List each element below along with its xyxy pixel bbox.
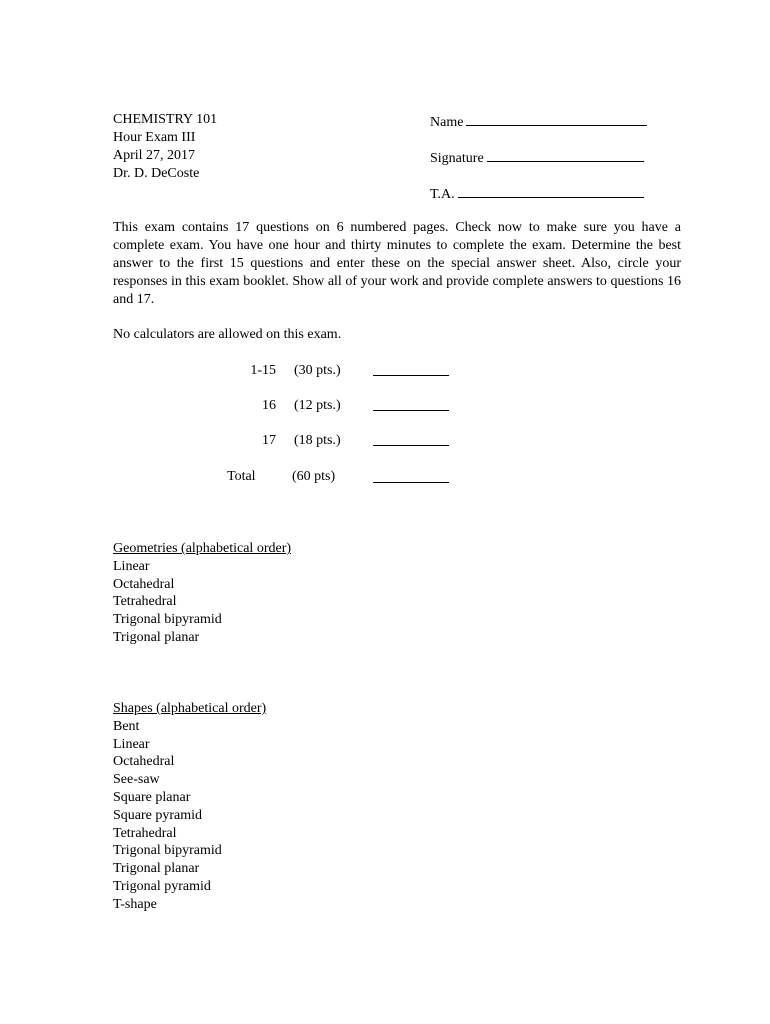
signature-field[interactable] — [430, 147, 644, 168]
shapes-heading: Shapes (alphabetical order) — [113, 701, 267, 716]
score-row-question: 16 — [262, 398, 276, 413]
list-item: Tetrahedral — [113, 825, 177, 841]
list-item: Trigonal bipyramid — [113, 843, 222, 859]
exam-date: April 27, 2017 — [113, 148, 196, 163]
name-label: Name — [430, 115, 464, 130]
score-total-label: Total — [227, 469, 256, 484]
calculator-note: No calculators are allowed on this exam. — [113, 327, 342, 342]
score-total-points: (60 pts) — [292, 469, 336, 484]
list-item: Linear — [113, 736, 150, 752]
geometries-list — [113, 540, 291, 647]
score-blank[interactable] — [373, 410, 449, 411]
list-item: Trigonal planar — [113, 629, 200, 645]
list-item: Tetrahedral — [113, 594, 177, 610]
list-item: See-saw — [113, 772, 160, 788]
signature-line — [487, 147, 644, 162]
score-row-points: (12 pts.) — [294, 398, 341, 413]
ta-label: T.A. — [430, 187, 455, 202]
list-item: Square planar — [113, 789, 191, 805]
score-row-points: (18 pts.) — [294, 433, 341, 448]
list-item: Trigonal planar — [113, 861, 200, 877]
list-item: Square pyramid — [113, 807, 203, 823]
list-item: Octahedral — [113, 754, 175, 770]
score-blank[interactable] — [373, 375, 449, 376]
exam-title: Hour Exam III — [113, 130, 196, 145]
name-line — [466, 111, 647, 126]
course-title: CHEMISTRY 101 — [113, 112, 218, 127]
ta-line — [458, 183, 644, 198]
list-item: Bent — [113, 718, 140, 734]
score-total-blank[interactable] — [373, 482, 449, 483]
list-item: Linear — [113, 558, 150, 574]
name-field[interactable] — [430, 111, 647, 132]
score-blank[interactable] — [373, 445, 449, 446]
geometries-heading: Geometries (alphabetical order) — [113, 541, 292, 556]
list-item: Octahedral — [113, 576, 175, 592]
instructor-name: Dr. D. DeCoste — [113, 166, 200, 181]
score-row-question: 17 — [262, 433, 276, 448]
score-row-points: (30 pts.) — [294, 363, 341, 378]
list-item: T-shape — [113, 896, 157, 912]
list-item: Trigonal bipyramid — [113, 612, 222, 628]
ta-field[interactable] — [430, 183, 644, 204]
instructions-paragraph: This exam contains 17 questions on 6 numbered pages. Check now to make sure you have a complete exam. You have one hour and thirty minutes to complete the exam. Determine the best answer to the first 15 questions and enter these on the special answer sheet. Also, circle your responses in this exam booklet. Show all of your work and provide complete answers to questions 16 and 17. — [113, 220, 681, 307]
shapes-list — [113, 700, 266, 914]
list-item: Trigonal pyramid — [113, 878, 211, 894]
score-row-question: 1-15 — [250, 363, 276, 378]
signature-label: Signature — [430, 151, 484, 166]
